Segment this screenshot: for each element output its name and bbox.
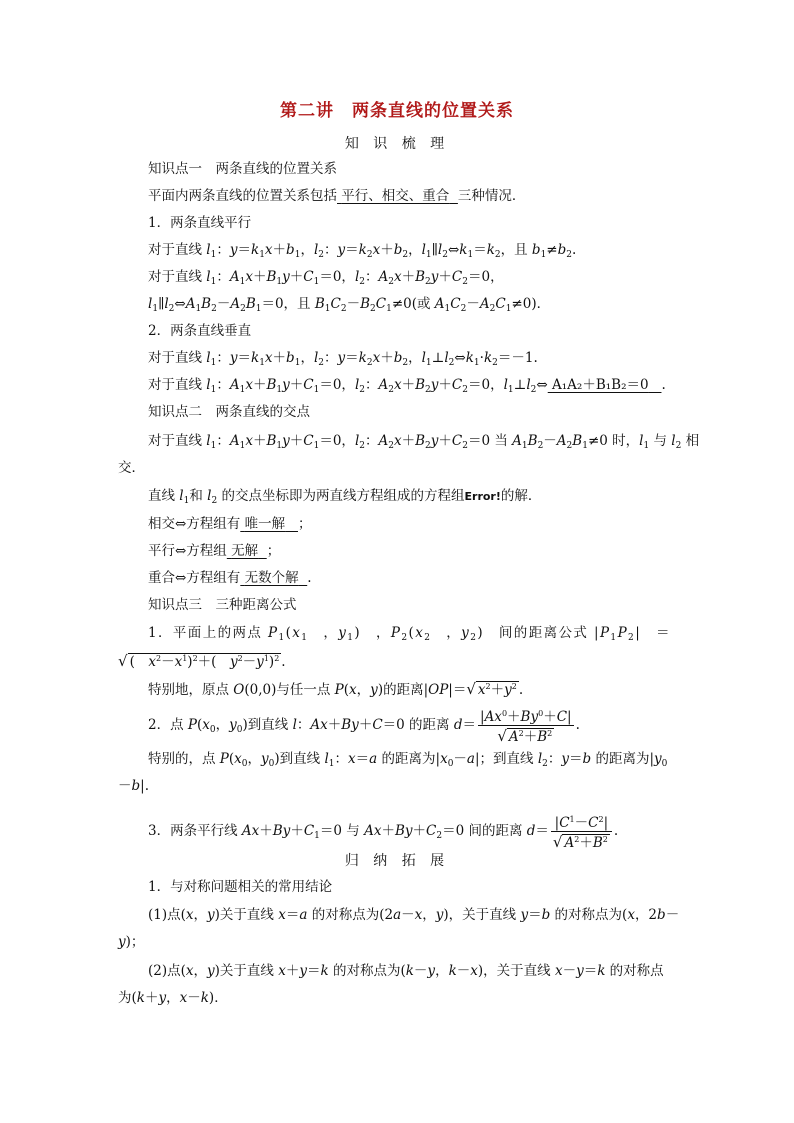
- symmetry-heading: 1．与对称问题相关的常用结论: [148, 879, 333, 895]
- intersect-case: 相交⇔方程组有 唯一解 ；: [148, 516, 312, 532]
- section-heading-summary: 归 纳 拓 展: [344, 853, 450, 869]
- answer-blank: 唯一解: [244, 516, 286, 532]
- relation-intro: 平面内两条直线的位置关系包括 平行、相交、重合 三种情况．: [148, 188, 526, 204]
- intersection-system: 直线 $l_1$和 $l_2$ 的交点坐标即为两直线方程组成的方程组Error!的解．: [148, 488, 542, 506]
- distance-special-lines: 特别的，点 $P(x_0$，$y_0$)到直线 $l_1$：x＝a 的距离为$|x_0-a|$；到直线 $l_2$：y＝b 的距离为$|y_0$: [148, 751, 668, 769]
- distance-two-points-formula: √ ( $x^2-x^1)^2+$( $y^2-y^1)^2$ .: [118, 652, 286, 670]
- parallel-heading: 1．两条直线平行: [148, 215, 252, 231]
- parallel-general-condition: $l_1\parallel l_2\Leftrightarrow A_1B_2-A_2B_1=0$，且 $B_1C_2-B_2C_1\ne 0$(或 $A_1C_2-A_2C_1\ne 0$)．: [148, 296, 551, 314]
- intersection-condition: 对于直线 $l_1$：$A_1x+B_1y+C_1=0$，$l_2$：$A_2x+B_2y+C_2=0$ 当 $A_1B_2-A_2B_1\ne 0$ 时，$l_1$ 与 $l_2$ 相: [148, 433, 700, 451]
- knowledge-point-3: 知识点三 三种距离公式: [148, 597, 297, 613]
- perp-general-condition: 对于直线 $l_1$：$A_1x+B_1y+C_1=0$，$l_2$：$A_2x+B_2y+C_2=0$，$l_1\perp l_2\Leftrightarrow$ A₁A₂＋B₁B₂＝0 .: [148, 377, 666, 395]
- answer-blank: 平行、相交、重合: [341, 188, 450, 204]
- perp-slope-condition: 对于直线 $l_1$：$y=k_1x+b_1$，$l_2$：$y=k_2x+b_2$，$l_1\perp l_2\Leftrightarrow k_1\cdot k_2=-1$.: [148, 350, 538, 368]
- perpendicular-heading: 2．两条直线垂直: [148, 323, 252, 339]
- parallel-general-lines: 对于直线 $l_1$：$A_1x+B_1y+C_1=0$，$l_2$：$A_2x+B_2y+C_2=0$，: [148, 269, 504, 287]
- symmetry-rule-2-cont: 为(k＋y，x－k)．: [118, 990, 228, 1006]
- symmetry-rule-1: (1)点(x，y)关于直线 x＝a 的对称点为(2a－x，y)，关于直线 y＝b 的对称点为(x，2b－: [148, 907, 680, 923]
- distance-two-points: 1．平面上的两点 $P_1(x_1$ ，$y_1$) ，$P_2(x_2$ ，$y_2$) 间的距离公式 $|P_1P_2|$ ＝: [148, 625, 671, 643]
- symmetry-rule-2: (2)点(x，y)关于直线 x＋y＝k 的对称点为(k－y，k－x)，关于直线 x－y＝k 的对称点: [148, 963, 664, 979]
- answer-blank: 无解: [231, 543, 259, 559]
- distance-parallel-lines: 3．两条平行线 $Ax+By+C_1=0$ 与 $Ax+By+C_2=0$ 间的距离 d＝ $\frac{|C^1-C^2|}{√ A^2+B^2}$ .: [148, 812, 618, 851]
- answer-blank: 无数个解: [244, 570, 299, 586]
- distance-origin: 特别地，原点 O(0,0)与任一点 P(x，y)的距离|OP|＝√ $x^2+y^2$ .: [148, 680, 524, 698]
- coincide-case: 重合⇔方程组有 无数个解 .: [148, 570, 312, 586]
- knowledge-point-2: 知识点二 两条直线的交点: [148, 404, 310, 420]
- distance-point-line: 2．点 $P(x_0$，$y_0$)到直线 l：Ax＋By＋C＝0 的距离 d＝ $\frac{|Ax^0+By^0+C|}{√ A^2+B^2}$ .: [148, 706, 580, 745]
- answer-blank: A₁A₂＋B₁B₂＝0: [552, 377, 649, 393]
- parallel-slope-condition: 对于直线 $l_1$：$y=k_1x+b_1$，$l_2$：$y=k_2x+b_2$，$l_1\parallel l_2\Leftrightarrow k_1=k_2$，且 $b_1\ne b_2$.: [148, 242, 577, 260]
- distance-special-lines-cont: －b|.: [118, 778, 149, 794]
- page-title: 第二讲 两条直线的位置关系: [280, 101, 514, 121]
- parallel-case: 平行⇔方程组 无解 ；: [148, 543, 281, 559]
- section-heading-knowledge: 知 识 梳 理: [344, 136, 450, 152]
- knowledge-point-1: 知识点一 两条直线的位置关系: [148, 161, 337, 177]
- intersection-condition-cont: 交．: [118, 460, 145, 476]
- symmetry-rule-1-cont: y)；: [118, 934, 145, 950]
